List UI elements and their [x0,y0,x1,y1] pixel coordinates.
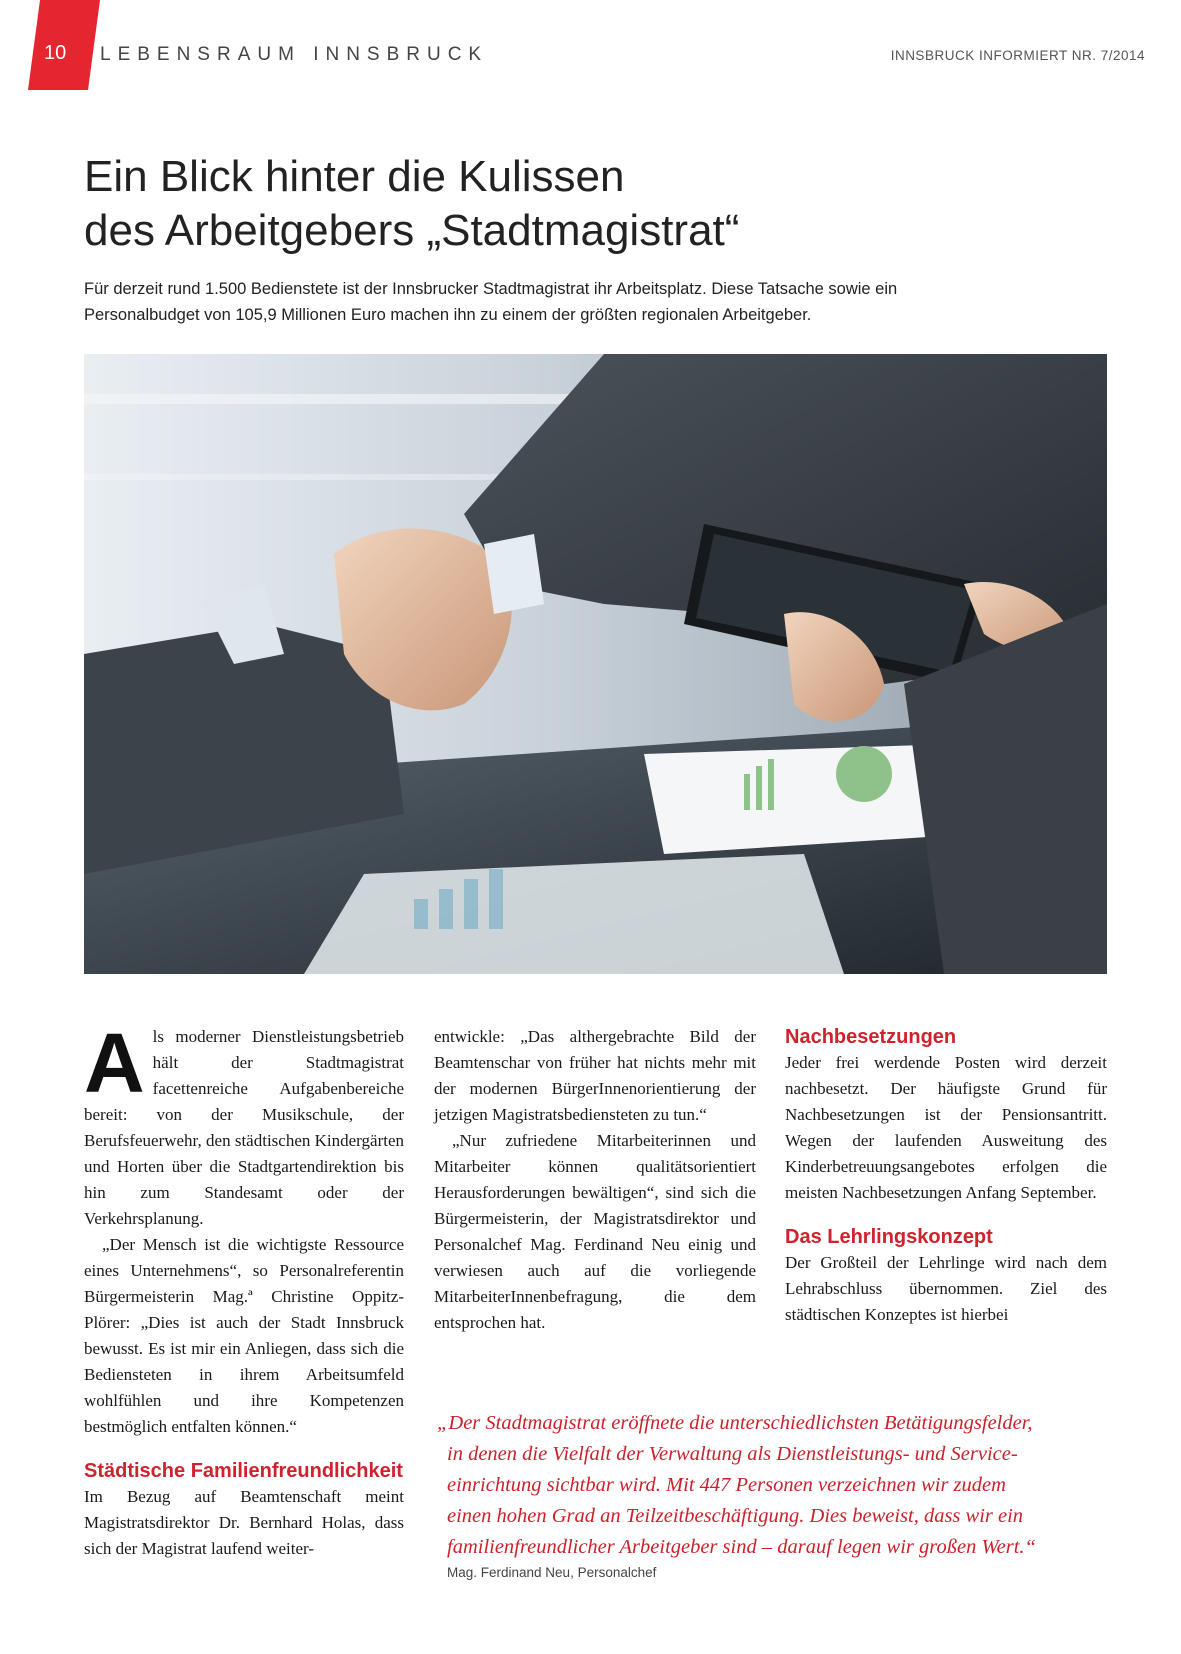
paragraph: „Nur zufriedene Mitarbeiterinnen und Mitarbeiter können qualitätsorientiert Herausforderungen bewältigen“, sind sich die Bürgermeisterin, der Magistratsdirektor und Personalchef Mag. Ferdinand Neu einig und verwiesen auch auf die vorliegende MitarbeiterInnenbefragung, die dem entsprochen hat. [434,1131,756,1332]
paragraph: ls moderner Dienstleistungsbetrieb hält der Stadtmagistrat facettenreiche Aufgabenbereiche bereit: von der Musikschule, der Berufsfeuerwehr, den städtischen Kindergärten und Horten über die Stadtgartendirektion bis hin zum Standesamt oder der Verkehrsplanung. [84,1027,404,1228]
quote-line: „Der Stadtmagistrat eröffnete die unterschiedlichsten Betätigungsfelder, [437,1412,1033,1434]
quote-line: familienfreundlicher Arbeitgeber sind – darauf legen wir großen Wert.“ [447,1536,1036,1558]
subheading: Nachbesetzungen [785,1026,957,1048]
quote-line: einrichtung sichtbar wird. Mit 447 Personen verzeichnen wir zudem [447,1474,1006,1496]
lead-paragraph [84,276,1104,328]
subheading: Städtische Familienfreundlichkeit [84,1460,403,1482]
article-title [84,150,739,258]
title-line: des Arbeitgebers „Stadtmagistrat“ [84,206,740,255]
column-3 [785,1024,1107,1328]
paragraph: „Der Mensch ist die wichtigste Ressource eines Unternehmens“, so Personalreferentin Bürgermeisterin Mag.ª Christine Oppitz-Plörer: „Dies ist auch der Stadt Innsbruck bewusst. Es ist mir ein Anliegen, dass sich die Bediensteten in ihrem Arbeitsumfeld wohlfühlen und ihre Kompetenzen bestmöglich entfalten können.“ [84,1235,404,1436]
page-number: 10 [44,42,67,64]
column-1 [84,1016,404,1562]
lead-line: Für derzeit rund 1.500 Bedienstete ist der Innsbrucker Stadtmagistrat ihr Arbeitsplatz. Diese Tatsache sowie ein [84,280,898,298]
quote-attribution: Mag. Ferdinand Neu, Personalchef [447,1565,657,1580]
quote-line: in denen die Vielfalt der Verwaltung als Dienstleistungs- und Service- [447,1443,1018,1465]
pull-quote [437,1408,1127,1563]
drop-cap: A [84,1016,145,1110]
paragraph: Im Bezug auf Beamtenschaft meint Magistratsdirektor Dr. Bernhard Holas, dass sich der Magistrat laufend weiter- [84,1487,404,1558]
paragraph: Der Großteil der Lehrlinge wird nach dem Lehrabschluss übernommen. Ziel des städtischen Konzeptes ist hierbei [785,1253,1107,1324]
quote-line: einen hohen Grad an Teilzeitbeschäftigung. Dies beweist, dass wir ein [447,1505,1024,1527]
subheading: Das Lehrlingskonzept [785,1226,993,1248]
handshake-photo [84,354,1107,974]
issue-label: INNSBRUCK INFORMIERT NR. 7/2014 [890,48,1145,63]
title-line: Ein Blick hinter die Kulissen [84,152,625,201]
paragraph: Jeder frei werdende Posten wird derzeit nachbesetzt. Der häufigste Grund für Nachbesetzungen ist der Pensionsantritt. Wegen der laufenden Ausweitung des Kinderbetreuungsangebotes erfolgen die meisten Nachbesetzungen Anfang September. [785,1053,1107,1202]
section-title: LEBENSRAUM INNSBRUCK [100,44,489,65]
paragraph: entwickle: „Das althergebrachte Bild der Beamtenschar von früher hat nichts mehr mit der modernen BürgerInnenorientierung der jetzigen Magistratsbediensteten zu tun.“ [434,1027,756,1124]
lead-line: Personalbudget von 105,9 Millionen Euro machen ihn zu einem der größten regionalen Arbeitgeber. [84,306,812,324]
column-2 [434,1024,756,1336]
